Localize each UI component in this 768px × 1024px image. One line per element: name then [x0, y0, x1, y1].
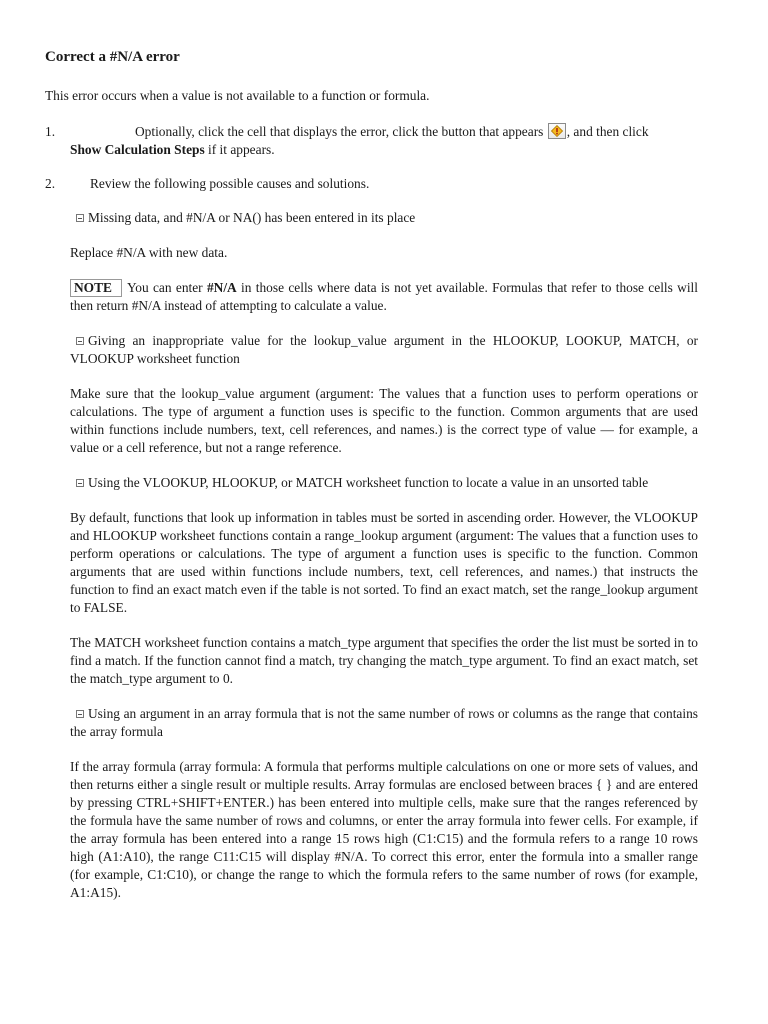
section-lookup-value [70, 332, 698, 457]
note-label: NOTE [70, 279, 122, 297]
section-heading[interactable]: Using the VLOOKUP, HLOOKUP, or MATCH worksheet function to locate a value in an unsorted table [70, 474, 698, 492]
note-block: NOTE You can enter #N/A in those cells where data is not yet available. Formulas that refer to those cells will then return #N/A instead of attempting to calculate a value. [70, 280, 698, 313]
section-missing-data [70, 209, 698, 315]
section-paragraph: The MATCH worksheet function contains a match_type argument that specifies the order the list must be sorted in to find a match. If the function cannot find a match, try changing the match_type argument. To find an exact match, set the match_type argument to 0. [70, 635, 698, 686]
step-1-text-after: , and then click [566, 124, 649, 139]
section-array-formula [70, 705, 698, 902]
collapse-icon[interactable] [76, 710, 84, 718]
step-1-text-end: if it appears. [204, 142, 275, 157]
show-calculation-steps-label: Show Calculation Steps [70, 142, 205, 157]
step-number: 1. [45, 124, 56, 139]
step-2-text: Review the following possible causes and solutions. [90, 176, 370, 191]
section-heading[interactable]: Using an argument in an array formula that is not the same number of rows or columns as the range that contains the array formula [70, 706, 698, 739]
collapse-icon[interactable] [76, 337, 84, 345]
document-page [45, 47, 698, 919]
collapse-icon[interactable] [76, 479, 84, 487]
step-number: 2. [45, 176, 56, 191]
step-1-text: Optionally, click the cell that displays the error, click the button that appears [135, 124, 544, 139]
step-1 [45, 123, 698, 159]
note-bold-text: #N/A [206, 280, 237, 295]
collapse-icon[interactable] [76, 214, 84, 222]
section-paragraph: By default, functions that look up information in tables must be sorted in ascending order. However, the VLOOKUP and HLOOKUP worksheet functions contain a range_lookup argument (argument: The values that a function uses to perform operations or calculations. The type of argument a function uses is specific to the function. Common arguments that are used within functions include numbers, text, cell references, and names.) that instructs the function to find an exact match even if the table is not sorted. To find an exact match, set the range_lookup argument to FALSE. [70, 510, 698, 615]
page-title: Correct a #N/A error [45, 49, 180, 65]
section-heading[interactable]: Giving an inappropriate value for the lookup_value argument in the HLOOKUP, LOOKUP, MATCH, or VLOOKUP worksheet function [70, 333, 698, 366]
section-paragraph: Replace #N/A with new data. [70, 245, 228, 260]
section-unsorted-table [70, 474, 698, 688]
step-2 [45, 175, 698, 193]
section-heading[interactable]: Missing data, and #N/A or NA() has been entered in its place [70, 209, 698, 227]
intro-text: This error occurs when a value is not available to a function or formula. [45, 88, 430, 103]
section-paragraph: If the array formula (array formula: A formula that performs multiple calculations on one or more sets of values, and then returns either a single result or multiple results. Array formulas are enclosed between braces { } and are entered by pressing CTRL+SHIFT+ENTER.) has been entered into multiple cells, make sure that the ranges referenced by the formula have the same number of rows and columns, or enter the array formula into fewer cells. For example, if the array formula has been entered into a range 15 rows high (C1:C15) and the formula refers to a range 10 rows high (A1:A10), the range C11:C15 will display #N/A. To correct this error, enter the formula into a smaller range (for example, C1:C10), or change the range to which the formula refers to the same number of rows (for example, A1:A15). [70, 759, 698, 900]
section-paragraph: Make sure that the lookup_value argument (argument: The values that a function uses to perform operations or calculations. The type of argument a function uses is specific to the function. Common arguments that are used within functions include numbers, text, cell references, and names.) is the correct type of value — for example, a value or a cell reference, but not a range reference. [70, 386, 698, 455]
error-warning-icon[interactable] [548, 123, 566, 139]
